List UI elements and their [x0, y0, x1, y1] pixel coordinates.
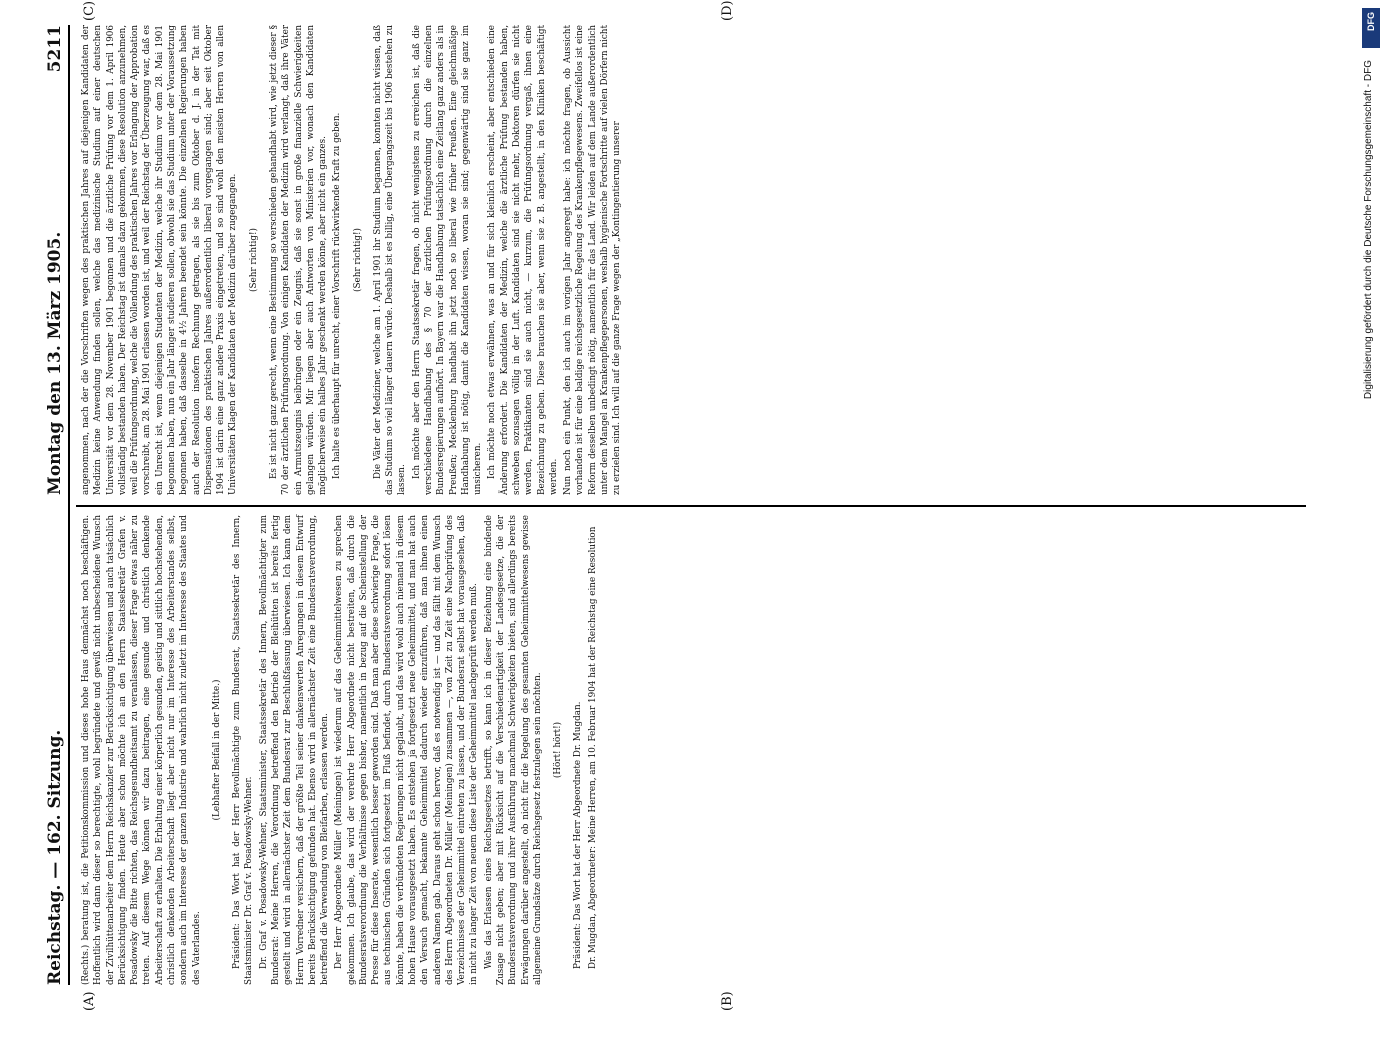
paragraph: Dr. Mugdan, Abgeordneter: Meine Herren, am 10. Februar 1904 hat der Reichstag eine Resolution — [587, 526, 598, 969]
dfg-logo: DFG — [1362, 8, 1380, 48]
left-column — [80, 515, 1350, 985]
paragraph: (Rechts.) beratung ist, die Petitionskommission und dieses hohe Haus demnächst noch beschäftigen. Hoffentlich wird dann dieser so berechtigte, wohl begründete und gewiß nicht unbescheidene Wunsch der Zivilhüttenarbeiter dem Herrn Reichskanzler zur Berücksichtigung überwiesen und auch tatsächlich Berücksichtigung finden. Heute aber schon möchte ich an den Herrn Staatssekretär Grafen v. Posadowsky die Bitte richten, das Reichsgesundheitsamt zu veranlassen, dieser Frage etwas näher zu treten. Auf diesem Wege können wir dazu beitragen, eine gesunde und christlich denkende Arbeiterschaft zu erhalten. Die Erhaltung einer körperlich gesunden, geistig und sittlich hochstehenden, christlich denkenden Arbeiterschaft liegt aber nicht nur im Interesse des Arbeiterstandes selbst, sondern auch im Interesse der ganzen Industrie und wahrlich nicht zuletzt im Interesse des Staates und des Vaterlandes. — [81, 515, 202, 985]
paragraph: (Sehr richtig!) — [352, 228, 363, 292]
margin-marker-b: (B) — [720, 991, 735, 1011]
margin-marker-a: (A) — [82, 991, 97, 1011]
paragraph: (Sehr richtig!) — [248, 228, 259, 292]
paragraph: Ich möchte noch etwas erwähnen, was an und für sich kleinlich erscheint, aber entschieden eine Änderung erfordert. Die Kandidaten der Medizin, welche die ärztliche Prüfung bestanden haben, schweben sozusagen völlig in der Luft. Kandidaten sind sie nicht mehr, Doktoren dürfen sie nicht werden, Praktikanten sind sie auch nicht, — kurzum, die Prüfungsordnung vergaß, ihnen eine Bezeichnung zu geben. Diese brauchen sie aber, wenn sie z. B. angestellt, in den Kliniken beschäftigt werden. — [487, 25, 559, 495]
margin-marker-d: (D) — [720, 0, 735, 21]
paragraph: Präsident: Das Wort hat der Herr Abgeordnete Dr. Mugdan. — [573, 701, 584, 969]
page-header — [30, 25, 70, 985]
digitization-credit: Digitalisierung gefördert durch die Deutsche Forschungsgemeinschaft - DFG — [1363, 60, 1374, 400]
right-column — [80, 25, 1350, 495]
document-page — [30, 0, 1350, 1011]
paragraph: Der Herr Abgeordnete Müller (Meiningen) ist wiederum auf das Geheimmittelwesen zu sprechen gekommen. Ich glaube, das wird der verehrte Herr Abgeordnete nicht bestreiten, daß durch die Bundesratsverordnung die Verhältnisse gegen bisher, namentlich in bezug auf die Scheinstellung der Presse für diese Inserate, wesentlich besser geworden sind. Daß man aber diese schwierige Frage, die aus technischen Gründen sich fortgesetzt im Fluß befindet, durch Bundesratsverordnung sofort lösen könnte, haben die verbündeten Regierungen nicht geglaubt, und das wird wohl auch niemand in diesem hohen Hause vorausgesetzt haben. Es entstehen ja fortgesetzt neue Geheimmittel, und man hat auch den Versuch gemacht, bekannte Geheimmittel dadurch wieder einzuführen, daß man ihnen einen anderen Namen gab. Daraus geht schon hervor, daß es notwendig ist — und das fällt mit dem Wunsch des Herrn Abgeordneten Dr. Müller (Meiningen) zusammen —, von Zeit zu Zeit eine Nachprüfung des Verzeichnisses der Geheimmittel eintreten zu lassen, und der Bundesrat selbst hat vorausgesehen, daß in nicht zu langer Zeit von neuem diese Liste der Geheimmittel nachgeprüft werden muß. — [334, 515, 480, 985]
paragraph: Die Väter der Mediziner, welche am 1. April 1901 ihr Studium begannen, konnten nicht wissen, daß das Studium so viel länger dauern würde. Deshalb ist es billig, eine Übergangszeit bis 1906 bestehen zu lassen. — [372, 25, 408, 495]
paragraph: Es ist nicht ganz gerecht, wenn eine Bestimmung so verschieden gehandhabt wird, wie jetzt dieser § 70 der ärztlichen Prüfungsordnung. Von einigen Kandidaten der Medizin wird verlangt, daß ihre Väter ein Armutszeugnis beibringen oder ein Zeugnis, daß sie sonst in große finanzielle Schwierigkeiten gelangen würden. Mir liegen aber auch Antworten von Ministerien vor, wonach den Kandidaten möglicherweise ein halbes Jahr geschenkt werden könne, aber nicht ein ganzes. — [268, 25, 329, 495]
paragraph: Ich möchte aber den Herrn Staatssekretär fragen, ob nicht wenigstens zu erreichen ist, daß die verschiedene Handhabung des § 70 der ärztlichen Prüfungsordnung durch die einzelnen Bundesregierungen aufhört. In Bayern war die Handhabung tatsächlich eine Zeitlang ganz anders als in Preußen; Mecklenburg handhabt ihn jetzt noch so liberal wie früher Preußen. Eine gleichmäßige Handhabung ist nötig, damit die Kandidaten wissen, woran sie sind; gegenwärtig sind sie ganz im unsicheren. — [411, 25, 484, 495]
paragraph: Was das Erlassen eines Reichsgesetzes betrifft, so kann ich in dieser Beziehung eine bindende Zusage nicht geben; aber mit Rücksicht auf die Verschiedenartigkeit der Landesgesetze, die der Bundesratsverordnung und ihrer Ausführung manchmal Schwierigkeiten bieten, sind allerdings bereits Erwägungen darüber angestellt, ob nicht für die Regelung des gesamten Geheimmittelwesens gewisse allgemeine Grundsätze durch Reichsgesetz festzulegen sein möchten. — [483, 515, 543, 985]
margin-marker-c: (C) — [82, 0, 97, 21]
page-title-left: Reichstag. — 162. Sitzung. — [45, 729, 65, 985]
paragraph: Dr. Graf v. Posadowsky-Wehner, Staatsminister, Staatssekretär des Innern, Bevollmächtigter zum Bundesrat: Meine Herren, die Verordnung betreffend den Betrieb der Bleihütten ist bereits fertig gestellt und wird in allernächster Zeit dem Bundesrat zur Beschlußfassung überwiesen. Ich kann dem Herrn Vorredner versichern, daß der größte Teil seiner dankenswerten Anregungen in diesem Entwurf bereits Berücksichtigung gefunden hat. Ebenso wird in allernächster Zeit eine Bundesratsverordnung, betreffend die Verwendung von Bleifarben, erlassen werden. — [258, 515, 331, 985]
page-date-title: Montag den 13. März 1905. — [45, 231, 65, 495]
paragraph: (Hört! hört!) — [553, 721, 564, 779]
paragraph: Präsident: Das Wort hat der Herr Bevollmächtigte zum Bundesrat, Staatssekretär des Innern, Staatsminister Dr. Graf v. Posadowsky-Wehner. — [232, 515, 255, 985]
paragraph: (Lebhafter Beifall in der Mitte.) — [211, 679, 222, 821]
page-number: 5211 — [45, 25, 65, 73]
paragraph: Ich halte es überhaupt für unrecht, einer Vorschrift rückwirkende Kraft zu geben. — [332, 112, 343, 479]
paragraph: angenommen, nach der die Vorschriften wegen des praktischen Jahres auf diejenigen Kandidaten der Medizin keine Anwendung finden sollen, welche das medizinische Studium auf einer deutschen Universität vor dem 28. November 1901 begonnen und die ärztliche Prüfung vor dem 1. April 1906 vollständig bestanden haben. Der Reichstag ist damals dazu gekommen, diese Resolution anzunehmen, weil die Prüfungsordnung, welche die Vollendung des praktischen Jahres vor Erlangung der Approbation vorschreibt, am 28. Mai 1901 erlassen worden ist, und weil der Reichstag der Überzeugung war, daß es ein Unrecht ist, wenn diejenigen Studenten der Medizin, welche ihr Studium vor dem 28. Mai 1901 begonnen haben, nun ein Jahr länger studieren sollen, obwohl sie das Studium unter der Voraussetzung begonnen haben, daß dasselbe in 4½ Jahren beendet sein könnte. Die einzelnen Regierungen haben auch der Resolution insofern Rechnung getragen, als sie bis zum Oktober d. J. in der Tat mit Dispensationen des praktischen Jahres außerordentlich liberal vorgegangen sind; aber seit Oktober 1904 ist darin eine ganz andere Praxis eingetreten, und so sind wohl den meisten Herren von allen Universitäten Klagen der Kandidaten der Medizin darüber zugegangen. — [81, 25, 239, 495]
paragraph: Nun noch ein Punkt, den ich auch im vorigen Jahr angeregt habe: ich möchte fragen, ob Aussicht vorhanden ist für eine baldige reichsgesetzliche Regelung des Krankenpflegewesens. Zweifellos ist eine Reform desselben unbedingt nötig, namentlich für das Land. Wir leiden auf dem Lande außerordentlich unter dem Mangel an Krankenpflegepersonen, weshalb hygienische Fortschritte auf vielen Dörfern nicht zu erzielen sind. Ich will auf die ganze Frage wegen der „Kontingentierung unserer — [563, 25, 623, 495]
